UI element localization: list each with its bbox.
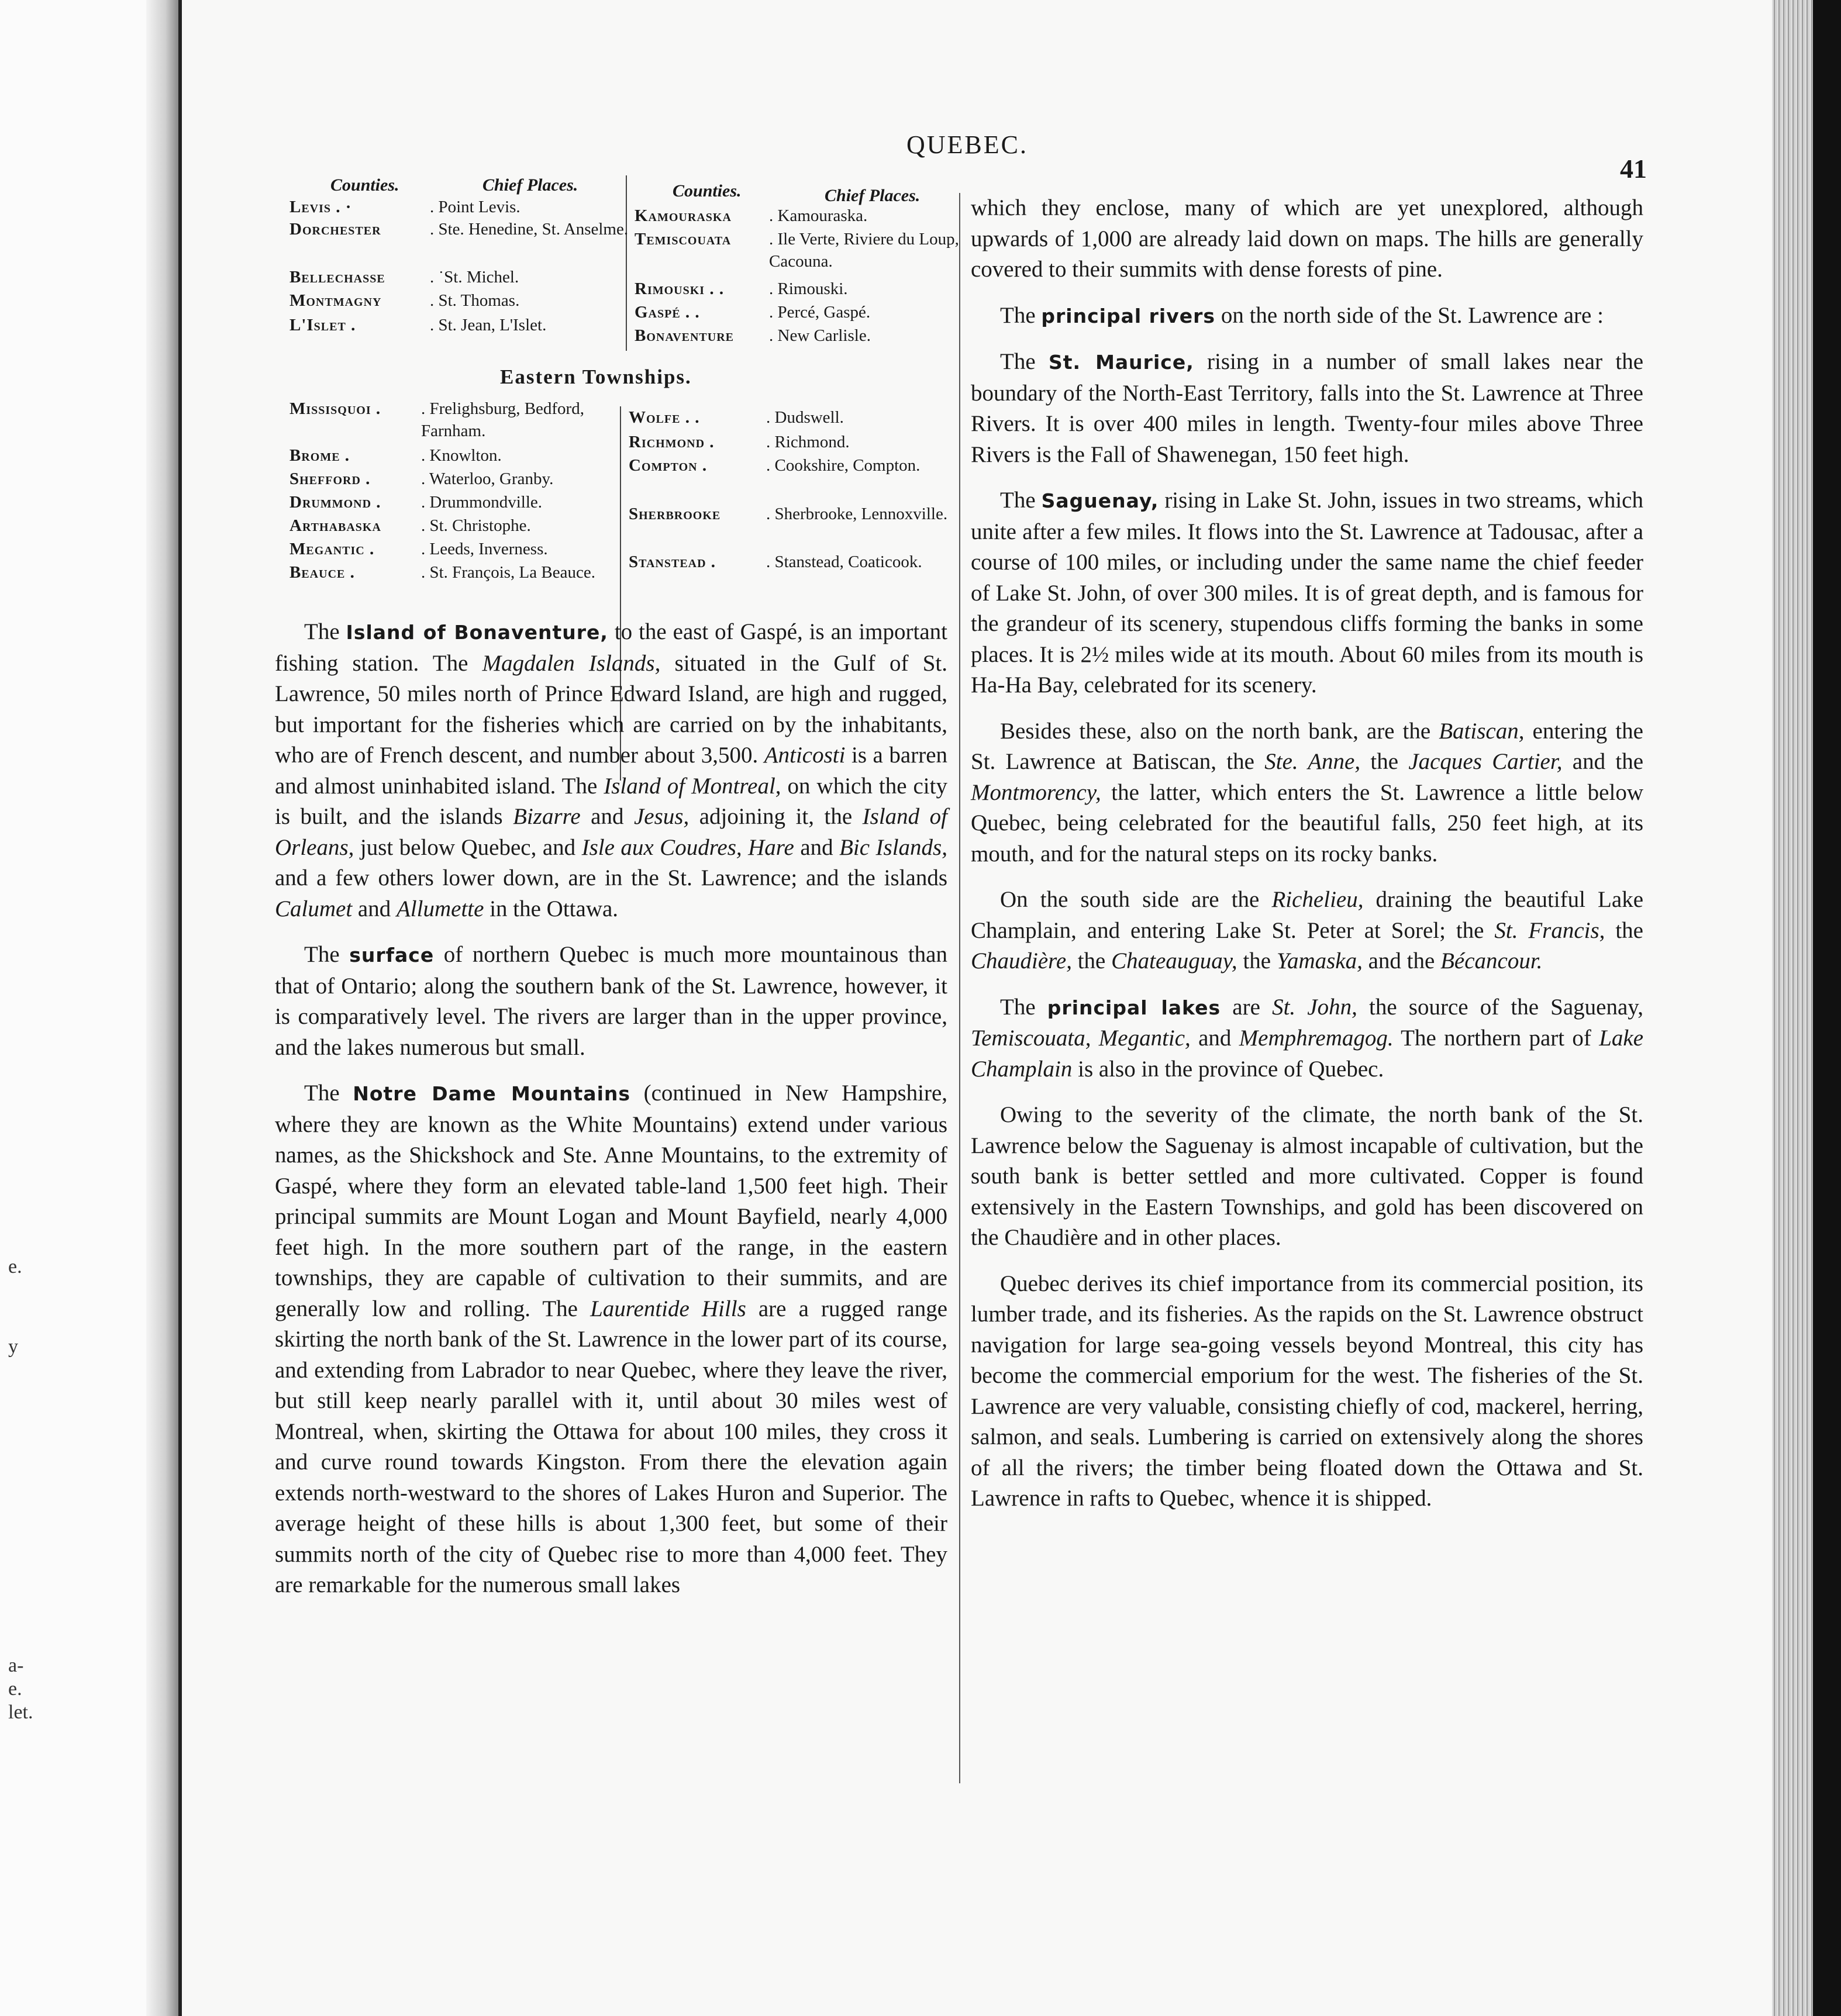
chief-place: . St. Christophe.	[421, 516, 531, 535]
paragraph-islands: The Island of Bonaventure, to the east of Gaspé, is an important fishing station. The Magdalen Islands, situated in the Gulf of St. Lawrence, 50 miles north of Prince Edward Island, are high and rugged, but important for the fisheries which are carried on by the inhabitants, who are of French descent, and number about 3,500. Anticosti is a barren and almost uninhabited island. The Island of Montreal, on which the city is built, and the islands Bizarre and Jesus, adjoining it, the Island of Orleans, just below Quebec, and Isle aux Coudres, Hare and Bic Islands, and a few others lower down, are in the St. Lawrence; and the islands Calumet and Allumette in the Ottawa.	[275, 619, 947, 921]
paragraph-south-side: On the south side are the Richelieu, draining the beautiful Lake Champlain, and entering Lake St. Peter at Sorel; the St. Francis, the Chaudière, the Chateauguay, the Yamaska, and the Bécancour.	[971, 887, 1644, 974]
chief-places-header: Chief Places.	[482, 175, 578, 195]
chief-place: . St. Thomas.	[430, 291, 520, 310]
chief-place: . Drummondville.	[421, 493, 543, 512]
chief-place: . Stanstead, Coaticook.	[766, 553, 922, 571]
fragment: let.	[8, 1701, 33, 1723]
paragraph-mountains: The Notre Dame Mountains (continued in New Hampshire, where they are known as the White Mountains) extend under various names, as the Shickshock and Ste. Anne Mountains, to the extremity of Gaspé, where they form an elevated table-land 1,500 feet high. Their principal summits are Mount Logan and Mount Bayfield, nearly 4,000 feet high. In the more southern part of the range, in the eastern townships, they are capable of cultivation to their summits, and are generally low and rolling. The Laurentide Hills are a rugged range skirting the north bank of the St. Lawrence in the lower part of its course, and extending from Labrador to near Quebec, where they leave the river, but still keep nearly parallel with it, until about 30 miles west of Montreal, when, skirting the Ottawa for about 100 miles, they cross it and curve round towards Kingston. From there the elevation again extends north-westward to the shores of Lakes Huron and Superior. The average height of these hills is about 1,300 feet, but some of their summits north of the city of Quebec rise to more than 4,000 feet. They are remarkable for the numerous small lakes	[275, 1081, 948, 1597]
paragraph-commerce: Quebec derives its chief importance from its commercial position, its lumber trade, and its fisheries. As the rapids on the St. Lawrence obstruct navigation for large sea-going vessels beyond Montreal, this city has become the commercial emporium for the west. The fisheries of the St. Lawrence are very valuable, consisting chiefly of cod, mackerel, herring, salmon, and seals. Lumbering is carried on extensively along the shores of all the rivers; the timber being floated down the Ottawa and St. Lawrence in rafts to Quebec, whence it is shipped.	[971, 1271, 1643, 1511]
chief-place: . St. François, La Beauce.	[421, 563, 595, 582]
chief-place: . Knowlton.	[421, 446, 502, 465]
county-name: L'Islet .	[289, 316, 356, 334]
fragment: a-	[8, 1655, 24, 1676]
county-name: Rimouski . .	[635, 279, 725, 298]
paragraph-rivers: The principal rivers on the north side of the St. Lawrence are :	[1000, 302, 1604, 328]
paragraph-st-maurice: The St. Maurice, rising in a number of small lakes near the boundary of the North-East Territory, falls into the St. Lawrence at Three Rivers. It is over 400 miles in length. Twenty-four miles above Three Rivers is the Fall of Shawenegan, 150 feet high.	[971, 349, 1644, 467]
chief-place: . Rimouski.	[769, 279, 848, 298]
column-divider	[959, 193, 960, 1783]
paragraph-climate: Owing to the severity of the climate, the north bank of the St. Lawrence below the Saguenay is almost incapable of cultivation, but the south bank is better settled and more cultivated. Copper is found extensively in the Eastern Townships, and gold has been discovered on the Chaudière and in other places.	[971, 1102, 1643, 1250]
chief-place: . Ste. Henedine, St. Anselme.	[430, 220, 629, 239]
county-name: Richmond .	[629, 433, 715, 451]
chief-place: . ˙St. Michel.	[430, 268, 519, 286]
county-name: Bonaventure	[635, 326, 735, 345]
county-name: Bellechasse	[289, 268, 385, 286]
paragraph-continued: which they enclose, many of which are yet unexplored, although upwards of 1,000 are already laid down on maps. The hills are generally covered to their summits with dense forests of pine.	[971, 195, 1643, 282]
county-name: Brome .	[289, 446, 350, 465]
county-name: Drummond .	[289, 493, 381, 512]
left-column	[275, 617, 947, 1616]
book-gutter	[146, 0, 178, 2016]
paragraph-surface: The surface of northern Quebec is much more mountainous than that of Ontario; along the southern bank of the St. Lawrence, however, it is comparatively level. The rivers are larger than in the upper province, and the lakes numerous but small.	[275, 942, 947, 1060]
county-name: Temiscouata	[635, 230, 732, 248]
paragraph-lakes: The principal lakes are St. John, the source of the Saguenay, Temiscouata, Megantic, and Memphremagog. The northern part of Lake Champlain is also in the province of Quebec.	[971, 994, 1644, 1082]
county-name: Montmagny	[289, 291, 382, 310]
chief-place: . Point Levis.	[430, 198, 520, 216]
county-name: Stanstead .	[629, 553, 716, 571]
chief-place: . Sherbrooke, Lennoxville.	[766, 505, 948, 523]
fragment: e.	[8, 1256, 22, 1278]
county-name: Shefford .	[289, 470, 371, 488]
chief-place: . Leeds, Inverness.	[421, 540, 548, 558]
chief-place: . Cookshire, Compton.	[766, 456, 920, 475]
fragment: y	[8, 1336, 18, 1358]
paragraph-north-bank-rivers: Besides these, also on the north bank, are the Batiscan, entering the St. Lawrence at Batiscan, the Ste. Anne, the Jacques Cartier, and the Montmorency, the latter, which enters the St. Lawrence a little below Quebec, being celebrated for the beautiful falls, 250 feet high, at its mouth, and for the natural steps on its rocky banks.	[971, 718, 1643, 867]
chief-place: . New Carlisle.	[769, 326, 871, 345]
county-name: Compton .	[629, 456, 708, 475]
previous-page-text-fragments	[0, 0, 146, 2016]
county-name: Levis . ·	[289, 198, 352, 216]
chief-place: . Kamouraska.	[769, 206, 868, 225]
chief-place: . Percé, Gaspé.	[769, 303, 871, 322]
chief-place: . Ile Verte, Riviere du Loup, Cacouna.	[769, 230, 959, 271]
counties-header: Counties.	[330, 175, 399, 195]
county-name: Kamouraska	[635, 206, 732, 225]
chief-place: . Richmond.	[766, 433, 850, 451]
running-title: QUEBEC.	[906, 130, 1028, 159]
county-name: Arthabaska	[289, 516, 381, 535]
page-number: 41	[1620, 154, 1647, 184]
fragment: e.	[8, 1678, 22, 1700]
county-name: Megantic .	[289, 540, 375, 558]
chief-places-header-2: Chief Places.	[825, 186, 920, 205]
county-name: Sherbrooke	[629, 505, 721, 523]
counties-header-2: Counties.	[673, 181, 742, 201]
chief-place: . St. Jean, L'Islet.	[430, 316, 547, 334]
county-name: Dorchester	[289, 220, 381, 239]
county-name: Missisquoi .	[289, 399, 381, 418]
chief-place: . Dudswell.	[766, 408, 844, 427]
chief-place: . Frelighsburg, Bedford, Farnham.	[421, 399, 584, 440]
county-name: Gaspé . .	[635, 303, 700, 322]
county-name: Beauce .	[289, 563, 355, 582]
eastern-townships-title: Eastern Townships.	[500, 365, 692, 388]
scan-border	[1813, 0, 1841, 2016]
county-name: Wolfe . .	[629, 408, 700, 427]
chief-place: . Waterloo, Granby.	[421, 470, 554, 488]
paragraph-saguenay: The Saguenay, rising in Lake St. John, issues in two streams, which unite after a few miles. It flows into the St. Lawrence at Tadousac, after a course of 100 miles, or including under the same name the chief feeder of Lake St. John, of over 300 miles. It is of great depth, and is famous for the grandeur of its scenery, stupendous cliffs forming the banks in some places. It is 2½ miles wide at its mouth. About 60 miles from its mouth is Ha-Ha Bay, celebrated for its scenery.	[971, 488, 1643, 698]
right-column	[971, 193, 1643, 1530]
